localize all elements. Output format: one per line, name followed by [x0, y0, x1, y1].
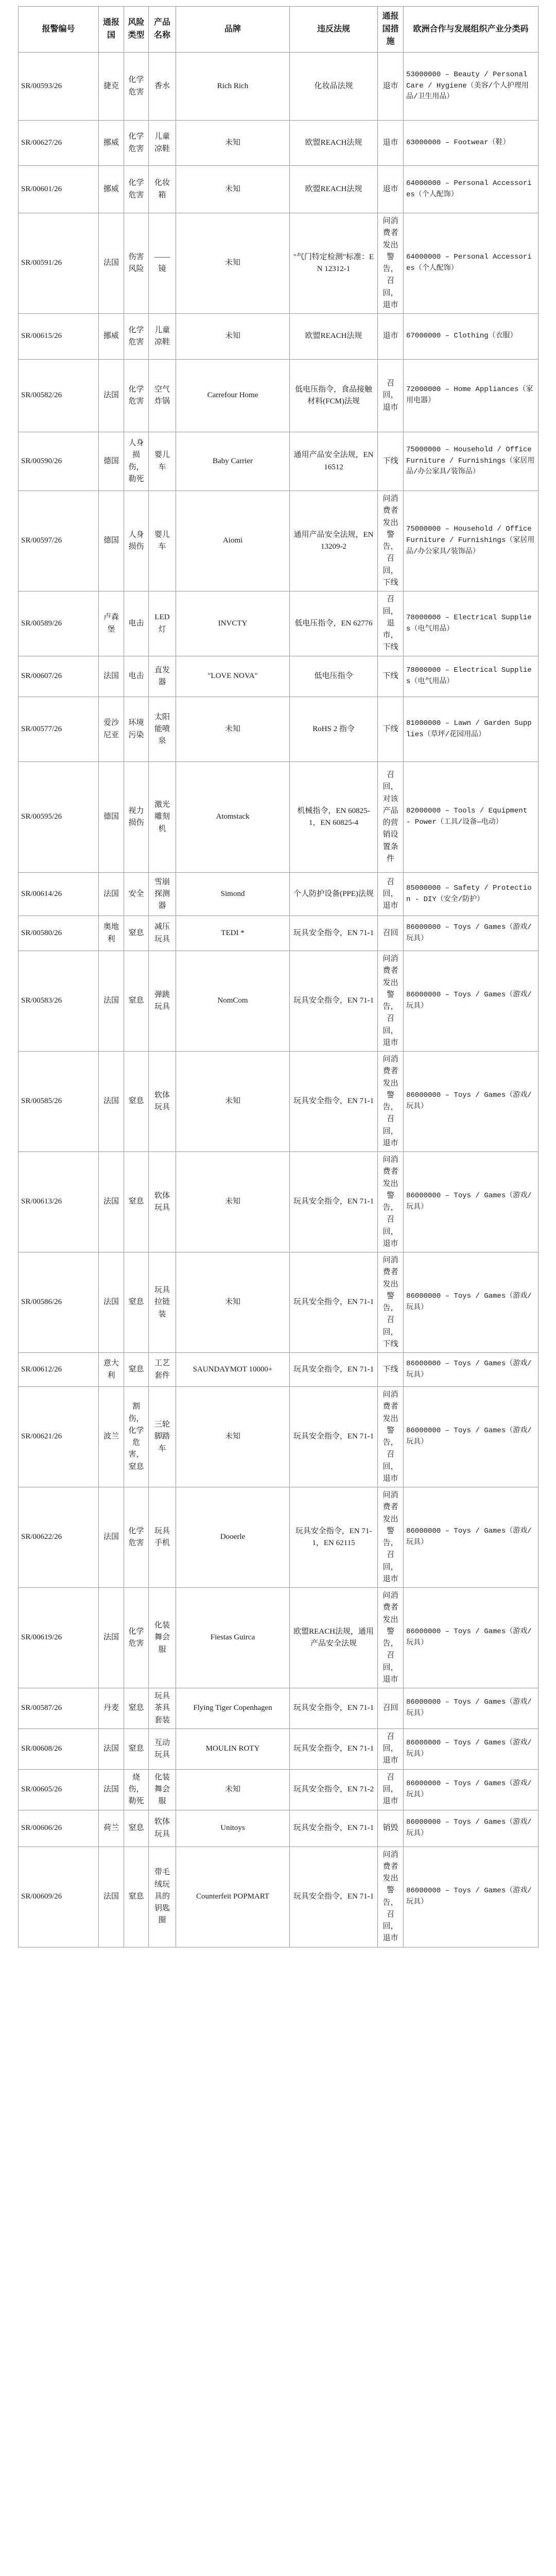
cell-brand: Simond — [176, 873, 290, 916]
cell-notifying-country: 法国 — [99, 213, 124, 314]
cell-risk-type: 化学危害 — [124, 53, 149, 121]
cell-brand: SAUNDAYMOT 10000+ — [176, 1353, 290, 1387]
cell-product-name: 软体玩具 — [149, 1052, 176, 1152]
cell-alert-number: SR/00591/26 — [19, 213, 99, 314]
table-row — [19, 1487, 538, 1588]
cell-violated-regulation: "气门特定检测"标准：EN 12312-1 — [290, 213, 378, 314]
cell-category-code: 86000000 – Toys / Games（游戏/玩具） — [404, 1588, 538, 1688]
cell-risk-type: 烧伤，勒死 — [124, 1769, 149, 1810]
cell-brand: Flying Tiger Copenhagen — [176, 1688, 290, 1729]
cell-brand: "LOVE NOVA" — [176, 656, 290, 697]
cell-risk-type: 割伤，化学危害，窒息 — [124, 1387, 149, 1487]
cell-notifying-country: 法国 — [99, 1769, 124, 1810]
cell-category-code: 64000000 – Personal Accessories（个人配饰） — [404, 166, 538, 213]
cell-brand: TEDI * — [176, 916, 290, 951]
cell-measures: 召回 — [378, 916, 404, 951]
cell-alert-number: SR/00614/26 — [19, 873, 99, 916]
cell-product-name: 玩具茶具套装 — [149, 1688, 176, 1729]
cell-brand: Carrefour Home — [176, 360, 290, 432]
cell-category-code: 75000000 – Household / Office Furniture / Furnishings（家居用品/办公家具/装饰品） — [404, 491, 538, 591]
cell-category-code: 86000000 – Toys / Games（游戏/玩具） — [404, 1728, 538, 1769]
table-row — [19, 1387, 538, 1487]
cell-violated-regulation: 通用产品安全法规，EN 13209-2 — [290, 491, 378, 591]
cell-alert-number: SR/00601/26 — [19, 166, 99, 213]
cell-brand: 未知 — [176, 1252, 290, 1353]
cell-category-code: 86000000 – Toys / Games（游戏/玩具） — [404, 1688, 538, 1729]
cell-risk-type: 化学危害 — [124, 1487, 149, 1588]
header-brand: 品牌 — [176, 7, 290, 53]
cell-measures: 问消费者发出警告，召回，下线 — [378, 1252, 404, 1353]
table-row — [19, 762, 538, 873]
cell-alert-number: SR/00605/26 — [19, 1769, 99, 1810]
cell-measures: 问消费者发出警告，召回，退市 — [378, 1846, 404, 1947]
cell-notifying-country: 奥地利 — [99, 916, 124, 951]
table-row — [19, 916, 538, 951]
cell-violated-regulation: 欧盟REACH法规 — [290, 314, 378, 360]
cell-alert-number: SR/00621/26 — [19, 1387, 99, 1487]
cell-alert-number: SR/00587/26 — [19, 1688, 99, 1729]
table-row — [19, 1353, 538, 1387]
table-row — [19, 1810, 538, 1846]
cell-brand: 未知 — [176, 314, 290, 360]
cell-notifying-country: 法国 — [99, 873, 124, 916]
cell-violated-regulation: 个人防护设备(PPE)法规 — [290, 873, 378, 916]
cell-measures: 销毁 — [378, 1810, 404, 1846]
cell-measures: 问消费者发出警告，召回，退市 — [378, 213, 404, 314]
cell-alert-number: SR/00622/26 — [19, 1487, 99, 1588]
cell-risk-type: 窒息 — [124, 1353, 149, 1387]
cell-risk-type: 窒息 — [124, 1052, 149, 1152]
cell-brand: 未知 — [176, 697, 290, 762]
cell-brand: Counterfeit POPMART — [176, 1846, 290, 1947]
cell-product-name: 激光雕刻机 — [149, 762, 176, 873]
cell-violated-regulation: 玩具安全指令，EN 71-1 — [290, 1353, 378, 1387]
cell-notifying-country: 法国 — [99, 656, 124, 697]
table-row — [19, 121, 538, 166]
cell-risk-type: 电击 — [124, 591, 149, 656]
cell-measures: 退市 — [378, 53, 404, 121]
cell-product-name: 雪崩探测器 — [149, 873, 176, 916]
cell-violated-regulation: 玩具安全指令，EN 71-1 — [290, 916, 378, 951]
cell-alert-number: SR/00577/26 — [19, 697, 99, 762]
cell-product-name: 工艺套件 — [149, 1353, 176, 1387]
cell-product-name: 化妆箱 — [149, 166, 176, 213]
cell-measures: 问消费者发出警告，召回，退市 — [378, 1052, 404, 1152]
cell-violated-regulation: 玩具安全指令，EN 71-1 — [290, 1810, 378, 1846]
cell-category-code: 86000000 – Toys / Games（游戏/玩具） — [404, 1052, 538, 1152]
cell-brand: 未知 — [176, 1152, 290, 1252]
cell-measures: 退市 — [378, 121, 404, 166]
table-row — [19, 53, 538, 121]
cell-alert-number: SR/00608/26 — [19, 1728, 99, 1769]
cell-brand: 未知 — [176, 1387, 290, 1487]
cell-notifying-country: 丹麦 — [99, 1688, 124, 1729]
cell-notifying-country: 爱沙尼亚 — [99, 697, 124, 762]
cell-notifying-country: 法国 — [99, 360, 124, 432]
table-row — [19, 432, 538, 491]
table-row — [19, 1252, 538, 1353]
cell-category-code: 78000000 – Electrical Supplies（电气用品） — [404, 656, 538, 697]
cell-alert-number: SR/00627/26 — [19, 121, 99, 166]
table-row — [19, 213, 538, 314]
cell-violated-regulation: 机械指令，EN 60825-1，EN 60825-4 — [290, 762, 378, 873]
cell-notifying-country: 挪威 — [99, 166, 124, 213]
cell-brand: Aiomi — [176, 491, 290, 591]
cell-alert-number: SR/00585/26 — [19, 1052, 99, 1152]
cell-product-name: 化装舞会服 — [149, 1769, 176, 1810]
cell-category-code: 86000000 – Toys / Games（游戏/玩具） — [404, 1810, 538, 1846]
cell-product-name: 互动玩具 — [149, 1728, 176, 1769]
cell-risk-type: 窒息 — [124, 951, 149, 1052]
cell-measures: 召回，退市，下线 — [378, 591, 404, 656]
cell-risk-type: 窒息 — [124, 1252, 149, 1353]
cell-risk-type: 视力损伤 — [124, 762, 149, 873]
cell-category-code: 86000000 – Toys / Games（游戏/玩具） — [404, 1769, 538, 1810]
table-row — [19, 1846, 538, 1947]
cell-product-name: 化装舞会服 — [149, 1588, 176, 1688]
cell-risk-type: 窒息 — [124, 1846, 149, 1947]
cell-brand: Atomstack — [176, 762, 290, 873]
cell-product-name: 空气炸锅 — [149, 360, 176, 432]
cell-category-code: 85000000 – Safety / Protection - DIY（安全/防护） — [404, 873, 538, 916]
cell-category-code: 86000000 – Toys / Games（游戏/玩具） — [404, 951, 538, 1052]
cell-violated-regulation: 玩具安全指令，EN 71-1，EN 62115 — [290, 1487, 378, 1588]
cell-category-code: 86000000 – Toys / Games（游戏/玩具） — [404, 1846, 538, 1947]
cell-risk-type: 化学危害 — [124, 121, 149, 166]
cell-alert-number: SR/00595/26 — [19, 762, 99, 873]
cell-alert-number: SR/00580/26 — [19, 916, 99, 951]
cell-alert-number: SR/00593/26 — [19, 53, 99, 121]
cell-measures: 问消费者发出警告，召回，退市 — [378, 1152, 404, 1252]
cell-notifying-country: 德国 — [99, 762, 124, 873]
cell-brand: Fiestas Guirca — [176, 1588, 290, 1688]
table-row — [19, 951, 538, 1052]
cell-brand: Unitoys — [176, 1810, 290, 1846]
cell-alert-number: SR/00609/26 — [19, 1846, 99, 1947]
cell-notifying-country: 法国 — [99, 1052, 124, 1152]
cell-violated-regulation: 欧盟REACH法规，通用产品安全法规 — [290, 1588, 378, 1688]
cell-brand: 未知 — [176, 1052, 290, 1152]
cell-measures: 退市 — [378, 166, 404, 213]
cell-brand: Dooerle — [176, 1487, 290, 1588]
cell-notifying-country: 荷兰 — [99, 1810, 124, 1846]
cell-brand: Baby Carrier — [176, 432, 290, 491]
cell-measures: 召回，对该产品的营销设置条件 — [378, 762, 404, 873]
cell-measures: 下线 — [378, 432, 404, 491]
cell-notifying-country: 捷克 — [99, 53, 124, 121]
cell-violated-regulation: 欧盟REACH法规 — [290, 121, 378, 166]
cell-violated-regulation: 玩具安全指令，EN 71-1 — [290, 1152, 378, 1252]
cell-product-name: 玩具拉链装 — [149, 1252, 176, 1353]
cell-product-name: 软体玩具 — [149, 1810, 176, 1846]
cell-notifying-country: 卢森堡 — [99, 591, 124, 656]
cell-alert-number: SR/00615/26 — [19, 314, 99, 360]
cell-product-name: 减压玩具 — [149, 916, 176, 951]
cell-category-code: 78000000 – Electrical Supplies（电气用品） — [404, 591, 538, 656]
cell-category-code: 86000000 – Toys / Games（游戏/玩具） — [404, 916, 538, 951]
table-row — [19, 873, 538, 916]
cell-brand: Rich Rich — [176, 53, 290, 121]
cell-brand: INVCTY — [176, 591, 290, 656]
cell-product-name: 香水 — [149, 53, 176, 121]
header-notifying-country: 通报国 — [99, 7, 124, 53]
cell-measures: 下线 — [378, 1353, 404, 1387]
table-header-row — [19, 7, 538, 53]
cell-product-name: 儿童凉鞋 — [149, 314, 176, 360]
cell-risk-type: 化学危害 — [124, 314, 149, 360]
cell-brand: 未知 — [176, 166, 290, 213]
cell-violated-regulation: 低电压指令，食品接触材料(FCM)法规 — [290, 360, 378, 432]
table-row — [19, 491, 538, 591]
cell-category-code: 81000000 – Lawn / Garden Supplies（草坪/花园用品） — [404, 697, 538, 762]
cell-alert-number: SR/00612/26 — [19, 1353, 99, 1387]
recall-table — [18, 6, 538, 1947]
cell-violated-regulation: RoHS 2 指令 — [290, 697, 378, 762]
header-risk-type: 风险类型 — [124, 7, 149, 53]
cell-risk-type: 人身损伤 — [124, 491, 149, 591]
cell-brand: 未知 — [176, 213, 290, 314]
cell-violated-regulation: 玩具安全指令，EN 71-2 — [290, 1769, 378, 1810]
cell-alert-number: SR/00589/26 — [19, 591, 99, 656]
cell-alert-number: SR/00590/26 — [19, 432, 99, 491]
cell-measures: 问消费者发出警告，召回，下线 — [378, 491, 404, 591]
cell-product-name: 软体玩具 — [149, 1152, 176, 1252]
header-alert-number: 报警编号 — [19, 7, 99, 53]
cell-alert-number: SR/00582/26 — [19, 360, 99, 432]
cell-product-name: 三轮脚踏车 — [149, 1387, 176, 1487]
cell-measures: 召回，退市 — [378, 1769, 404, 1810]
cell-measures: 下线 — [378, 697, 404, 762]
cell-product-name: 婴儿车 — [149, 491, 176, 591]
cell-product-name: ——镜 — [149, 213, 176, 314]
cell-risk-type: 安全 — [124, 873, 149, 916]
cell-risk-type: 窒息 — [124, 1810, 149, 1846]
cell-alert-number: SR/00586/26 — [19, 1252, 99, 1353]
cell-alert-number: SR/00606/26 — [19, 1810, 99, 1846]
table-row — [19, 697, 538, 762]
header-violated-regulation: 违反法规 — [290, 7, 378, 53]
cell-product-name: 太阳能喷泉 — [149, 697, 176, 762]
cell-measures: 召回，退市 — [378, 1728, 404, 1769]
table-row — [19, 314, 538, 360]
cell-alert-number: SR/00607/26 — [19, 656, 99, 697]
cell-violated-regulation: 通用产品安全法规，EN 16512 — [290, 432, 378, 491]
cell-category-code: 86000000 – Toys / Games（游戏/玩具） — [404, 1152, 538, 1252]
cell-product-name: 儿童凉鞋 — [149, 121, 176, 166]
cell-notifying-country: 法国 — [99, 1846, 124, 1947]
cell-notifying-country: 法国 — [99, 1588, 124, 1688]
cell-notifying-country: 法国 — [99, 1152, 124, 1252]
cell-measures: 召回，退市 — [378, 873, 404, 916]
cell-product-name: 玩具手机 — [149, 1487, 176, 1588]
cell-brand: NomCom — [176, 951, 290, 1052]
cell-product-name: LED灯 — [149, 591, 176, 656]
cell-violated-regulation: 欧盟REACH法规 — [290, 166, 378, 213]
table-row — [19, 1728, 538, 1769]
cell-category-code: 82000000 – Tools / Equipment - Power（工具/设备—电动） — [404, 762, 538, 873]
cell-violated-regulation: 玩具安全指令，EN 71-1 — [290, 1252, 378, 1353]
cell-brand: 未知 — [176, 1769, 290, 1810]
cell-risk-type: 窒息 — [124, 1152, 149, 1252]
cell-brand: MOULIN ROTY — [176, 1728, 290, 1769]
cell-category-code: 75000000 – Household / Office Furniture / Furnishings（家居用品/办公家具/装饰品） — [404, 432, 538, 491]
cell-alert-number: SR/00613/26 — [19, 1152, 99, 1252]
cell-product-name: 带毛绒玩具的钥匙圈 — [149, 1846, 176, 1947]
cell-alert-number: SR/00583/26 — [19, 951, 99, 1052]
cell-notifying-country: 德国 — [99, 432, 124, 491]
cell-risk-type: 人身损伤，勒死 — [124, 432, 149, 491]
cell-violated-regulation: 玩具安全指令，EN 71-1 — [290, 951, 378, 1052]
cell-product-name: 婴儿车 — [149, 432, 176, 491]
cell-risk-type: 环境污染 — [124, 697, 149, 762]
cell-risk-type: 窒息 — [124, 1728, 149, 1769]
cell-risk-type: 电击 — [124, 656, 149, 697]
cell-alert-number: SR/00597/26 — [19, 491, 99, 591]
cell-notifying-country: 波兰 — [99, 1387, 124, 1487]
cell-measures: 问消费者发出警告，召回，退市 — [378, 1387, 404, 1487]
cell-risk-type: 伤害风险 — [124, 213, 149, 314]
cell-notifying-country: 法国 — [99, 1487, 124, 1588]
cell-violated-regulation: 玩具安全指令，EN 71-1 — [290, 1846, 378, 1947]
cell-notifying-country: 法国 — [99, 1252, 124, 1353]
cell-measures: 问消费者发出警告，召回，退市 — [378, 1487, 404, 1588]
table-row — [19, 1688, 538, 1729]
cell-measures: 问消费者发出警告，召回，退市 — [378, 951, 404, 1052]
table-row — [19, 360, 538, 432]
cell-category-code: 86000000 – Toys / Games（游戏/玩具） — [404, 1252, 538, 1353]
cell-notifying-country: 法国 — [99, 1728, 124, 1769]
table-row — [19, 166, 538, 213]
cell-category-code: 67000000 – Clothing（衣服） — [404, 314, 538, 360]
cell-category-code: 53000000 – Beauty / Personal Care / Hygiene（美容/个人护理用品/卫生用品） — [404, 53, 538, 121]
table-row — [19, 1152, 538, 1252]
cell-risk-type: 窒息 — [124, 916, 149, 951]
cell-violated-regulation: 玩具安全指令，EN 71-1 — [290, 1387, 378, 1487]
cell-alert-number: SR/00619/26 — [19, 1588, 99, 1688]
cell-category-code: 63000000 – Footwear（鞋） — [404, 121, 538, 166]
cell-risk-type: 化学危害 — [124, 166, 149, 213]
cell-measures: 下线 — [378, 656, 404, 697]
cell-measures: 召回，退市 — [378, 360, 404, 432]
document-page — [18, 6, 538, 1947]
cell-violated-regulation: 玩具安全指令，EN 71-1 — [290, 1688, 378, 1729]
header-product-name: 产品名称 — [149, 7, 176, 53]
cell-violated-regulation: 玩具安全指令，EN 71-1 — [290, 1052, 378, 1152]
table-row — [19, 591, 538, 656]
cell-notifying-country: 挪威 — [99, 121, 124, 166]
cell-violated-regulation: 低电压指令，EN 62776 — [290, 591, 378, 656]
table-row — [19, 1769, 538, 1810]
cell-product-name: 直发器 — [149, 656, 176, 697]
cell-violated-regulation: 低电压指令 — [290, 656, 378, 697]
cell-risk-type: 窒息 — [124, 1688, 149, 1729]
cell-category-code: 64000000 – Personal Accessories（个人配饰） — [404, 213, 538, 314]
cell-risk-type: 化学危害 — [124, 1588, 149, 1688]
cell-brand: 未知 — [176, 121, 290, 166]
cell-risk-type: 化学危害 — [124, 360, 149, 432]
cell-notifying-country: 意大利 — [99, 1353, 124, 1387]
cell-violated-regulation: 化妆品法规 — [290, 53, 378, 121]
header-category-code: 欧洲合作与发展组织产业分类码 — [404, 7, 538, 53]
cell-measures: 问消费者发出警告，召回，退市 — [378, 1588, 404, 1688]
cell-product-name: 弹跳玩具 — [149, 951, 176, 1052]
table-row — [19, 656, 538, 697]
cell-violated-regulation: 玩具安全指令，EN 71-1 — [290, 1728, 378, 1769]
cell-notifying-country: 德国 — [99, 491, 124, 591]
table-row — [19, 1052, 538, 1152]
cell-category-code: 86000000 – Toys / Games（游戏/玩具） — [404, 1487, 538, 1588]
cell-category-code: 86000000 – Toys / Games（游戏/玩具） — [404, 1353, 538, 1387]
cell-measures: 召回 — [378, 1688, 404, 1729]
cell-notifying-country: 法国 — [99, 951, 124, 1052]
table-row — [19, 1588, 538, 1688]
cell-notifying-country: 挪威 — [99, 314, 124, 360]
cell-category-code: 86000000 – Toys / Games（游戏/玩具） — [404, 1387, 538, 1487]
header-measures: 通报国措施 — [378, 7, 404, 53]
cell-measures: 退市 — [378, 314, 404, 360]
cell-category-code: 72000000 – Home Appliances（家用电器） — [404, 360, 538, 432]
